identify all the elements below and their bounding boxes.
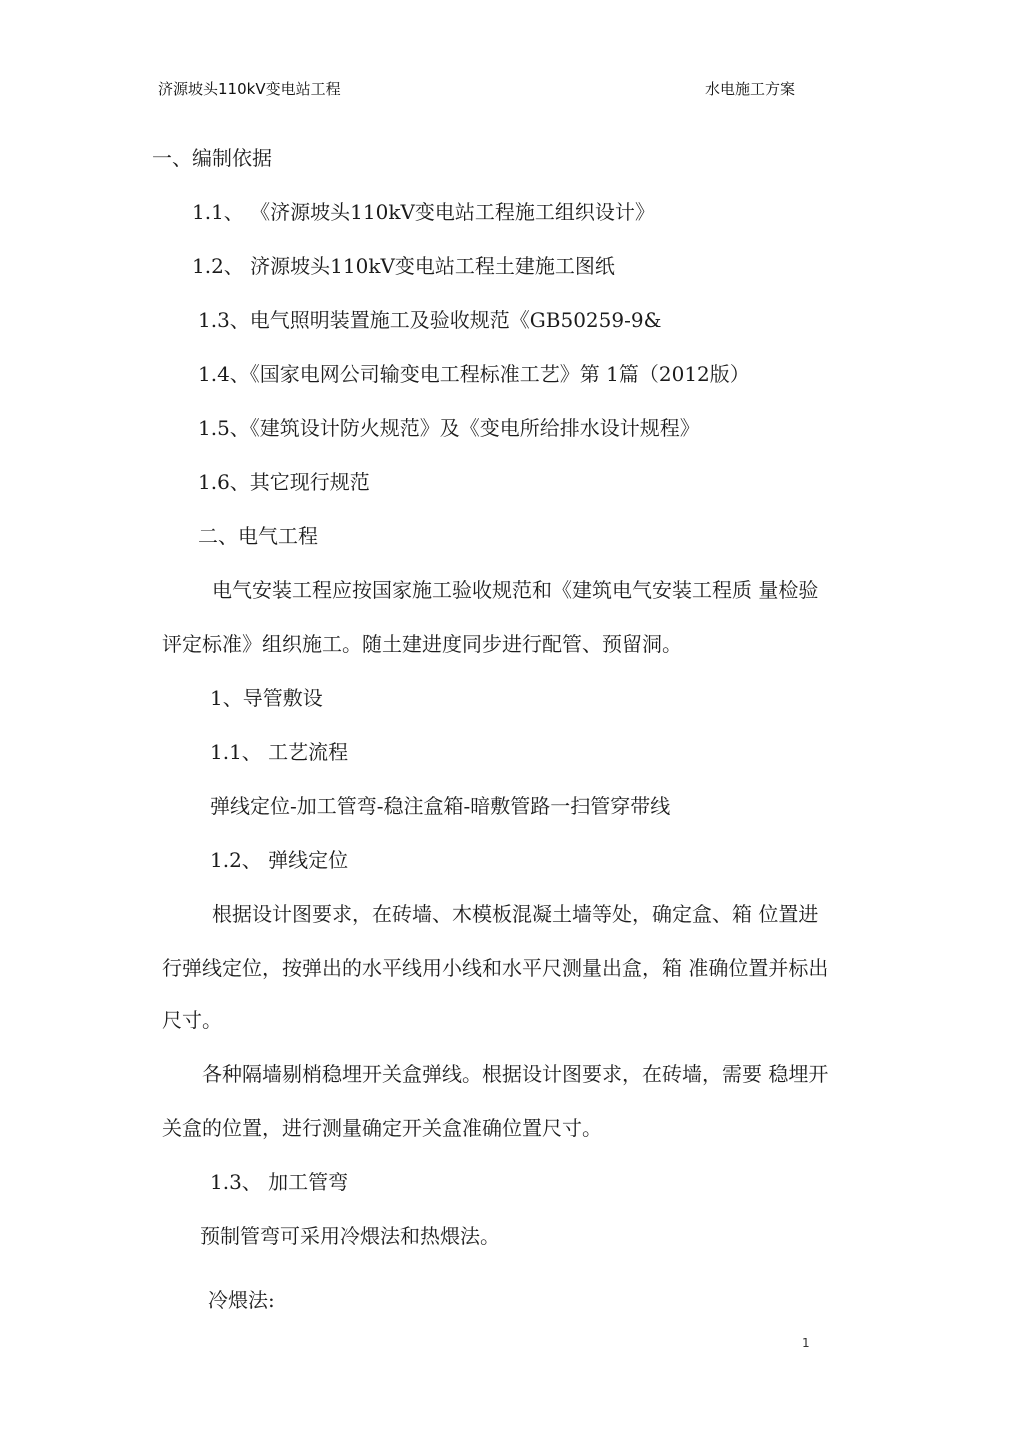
reference-item-1-3: 1.3、电气照明装置施工及验收规范《GB50259-9& (198, 308, 662, 332)
process-flow-text: 弹线定位-加工管弯-稳注盒箱-暗敷管路一扫管穿带线 (210, 794, 671, 818)
section-2-heading: 二、电气工程 (198, 524, 318, 548)
reference-item-1-6: 1.6、其它现行规范 (198, 470, 370, 494)
paragraph-switchbox-line-2: 关盒的位置，进行测量确定开关盒准确位置尺寸。 (162, 1116, 602, 1140)
reference-item-1-2: 1.2、 济源坡头110kV变电站工程土建施工图纸 (192, 254, 615, 278)
subsection-1-3-heading: 1.3、 加工管弯 (210, 1170, 349, 1194)
cold-bending-heading: 冷煨法: (208, 1288, 275, 1312)
page-number: 1 (802, 1336, 810, 1350)
subsection-1-1-heading: 1.1、 工艺流程 (210, 740, 349, 764)
reference-item-1-5: 1.5、《建筑设计防火规范》及《变电所给排水设计规程》 (198, 416, 700, 440)
section-1-heading: 一、编制依据 (152, 146, 272, 170)
header-document-type: 水电施工方案 (705, 80, 796, 98)
paragraph-electrical-line-1: 电气安装工程应按国家施工验收规范和《建筑电气安装工程质 量检验 (212, 578, 819, 602)
paragraph-electrical-line-2: 评定标准》组织施工。随土建进度同步进行配管、预留洞。 (162, 632, 682, 656)
subsection-1-heading: 1、导管敷设 (210, 686, 323, 710)
paragraph-marking-line-1: 根据设计图要求，在砖墙、木模板混凝土墙等处，确定盒、箱 位置进 (212, 902, 819, 926)
header-project-title: 济源坡头110kV变电站工程 (158, 80, 341, 98)
reference-item-1-1: 1.1、 《济源坡头110kV变电站工程施工组织设计》 (192, 200, 655, 224)
paragraph-marking-line-3: 尺寸。 (162, 1008, 222, 1032)
paragraph-marking-line-2: 行弹线定位，按弹出的水平线用小线和水平尺测量出盒，箱 准确位置并标出 (162, 956, 829, 980)
paragraph-pipe-bending: 预制管弯可采用冷煨法和热煨法。 (200, 1224, 500, 1248)
subsection-1-2-heading: 1.2、 弹线定位 (210, 848, 349, 872)
reference-item-1-4: 1.4、《国家电网公司输变电工程标准工艺》第 1篇（2012版） (198, 362, 750, 386)
paragraph-switchbox-line-1: 各种隔墙剔梢稳埋开关盒弹线。根据设计图要求，在砖墙，需要 稳埋开 (202, 1062, 829, 1086)
